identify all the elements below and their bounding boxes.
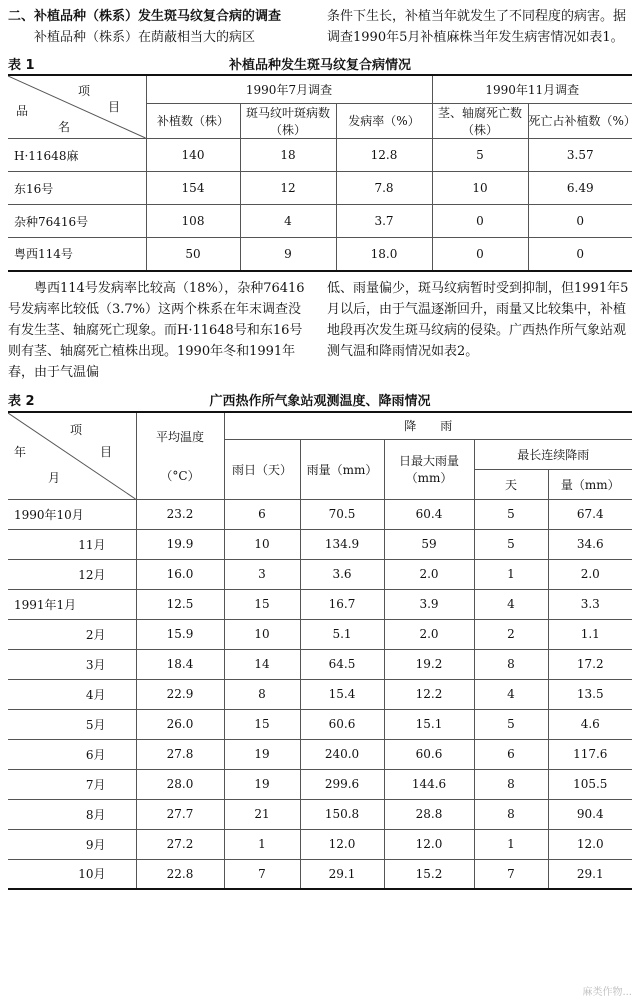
table1-cell-rot-deaths: 0 — [432, 238, 528, 271]
table2-col-rain-amount: 雨量（mm） — [300, 440, 384, 500]
table2-cell-rain-amount: 299.6 — [300, 769, 384, 799]
table2-cell-rain-amount: 16.7 — [300, 589, 384, 619]
table2-row — [8, 859, 632, 889]
table2-cell-rain-amount: 134.9 — [300, 529, 384, 559]
table2-cell-temperature: 27.2 — [136, 829, 224, 859]
table2-cell-temperature: 23.2 — [136, 499, 224, 529]
table2-cell-longest-amount: 17.2 — [548, 649, 632, 679]
table2-cell-longest-amount: 117.6 — [548, 739, 632, 769]
table2-row — [8, 829, 632, 859]
table1-cell-incidence: 18.0 — [336, 238, 432, 271]
table1-cell-diseased: 4 — [240, 205, 336, 238]
table2-cell-rain-amount: 60.6 — [300, 709, 384, 739]
table2-corner-left: 年 — [14, 444, 27, 459]
table2-cell-rain-days: 19 — [224, 769, 300, 799]
middle-left-column — [8, 278, 313, 383]
table2-cell-longest-amount: 67.4 — [548, 499, 632, 529]
table2-cell-max-daily: 2.0 — [384, 559, 474, 589]
table1-cell-planted: 108 — [146, 205, 240, 238]
table2-cell-month: 12月 — [8, 559, 136, 589]
table1-cell-death-ratio: 6.49 — [528, 172, 632, 205]
table2-cell-longest-amount: 3.3 — [548, 589, 632, 619]
table2-cell-month: 11月 — [8, 529, 136, 559]
table2-title: 广西热作所气象站观测温度、降雨情况 — [209, 394, 431, 409]
paragraph-2-right: 低、雨量偏少，斑马纹病暂时受到抑制，但1991年5月以后，由于气温逐渐回升，雨量又比较集中，补植地段再次发生斑马纹病的侵染。广西热作所气象站观测气温和降雨情况如表2。 — [327, 280, 629, 359]
table2-cell-max-daily: 12.0 — [384, 829, 474, 859]
table2-row — [8, 739, 632, 769]
watermark: 麻类作物... — [582, 987, 632, 998]
table1-row — [8, 238, 632, 271]
middle-columns — [8, 278, 632, 383]
table1-corner-bottom: 名 — [58, 120, 71, 134]
table2-cell-month: 5月 — [8, 709, 136, 739]
table2-cell-longest-days: 8 — [474, 769, 548, 799]
table2-cell-rain-days: 7 — [224, 859, 300, 889]
table2-cell-rain-amount: 64.5 — [300, 649, 384, 679]
table2-cell-month: 2月 — [8, 619, 136, 649]
table1-cell-incidence: 7.8 — [336, 172, 432, 205]
table2-cell-rain-days: 10 — [224, 529, 300, 559]
table2-cell-month: 8月 — [8, 799, 136, 829]
table2-cell-temperature: 15.9 — [136, 619, 224, 649]
table2-cell-longest-days: 8 — [474, 649, 548, 679]
table2-cell-max-daily: 144.6 — [384, 769, 474, 799]
table2-cell-longest-amount: 12.0 — [548, 829, 632, 859]
table2-cell-longest-days: 7 — [474, 859, 548, 889]
table2-cell-rain-days: 15 — [224, 709, 300, 739]
table2-label: 表 2 — [8, 394, 35, 409]
table2-cell-rain-amount: 150.8 — [300, 799, 384, 829]
table2-cell-rain-days: 10 — [224, 619, 300, 649]
table2-cell-temperature: 27.8 — [136, 739, 224, 769]
table2-cell-rain-days: 14 — [224, 649, 300, 679]
table2-cell-max-daily: 2.0 — [384, 619, 474, 649]
table2-col-longest-amount: 量（mm） — [548, 469, 632, 499]
table1-caption — [8, 52, 632, 74]
table2-col-max-daily: 日最大雨量（mm） — [384, 440, 474, 500]
table2-cell-temperature: 28.0 — [136, 769, 224, 799]
table1-cell-death-ratio: 3.57 — [528, 139, 632, 172]
left-column — [8, 6, 313, 48]
table2-row — [8, 589, 632, 619]
table1-group-november: 1990年11月调查 — [432, 75, 632, 103]
table2-cell-max-daily: 3.9 — [384, 589, 474, 619]
table1-col-rot-deaths: 茎、轴腐死亡数（株） — [432, 103, 528, 138]
table2-cell-temperature: 26.0 — [136, 709, 224, 739]
table2-row — [8, 649, 632, 679]
section-heading: 二、补植品种（株系）发生斑马纹复合病的调查 — [8, 9, 282, 24]
table1-cell-rot-deaths: 10 — [432, 172, 528, 205]
table2-cell-month: 6月 — [8, 739, 136, 769]
table1-col-planted: 补植数（株） — [146, 103, 240, 138]
table2-cell-temperature: 27.7 — [136, 799, 224, 829]
table2-cell-longest-amount: 105.5 — [548, 769, 632, 799]
right-column — [327, 6, 632, 48]
table2-cell-longest-amount: 34.6 — [548, 529, 632, 559]
table1-cell-planted: 154 — [146, 172, 240, 205]
table2-cell-rain-amount: 240.0 — [300, 739, 384, 769]
table2-cell-longest-amount: 90.4 — [548, 799, 632, 829]
table1-row — [8, 172, 632, 205]
table1-cell-variety: 东16号 — [8, 172, 146, 205]
table2-corner-top: 项 — [70, 422, 83, 437]
table2-cell-rain-amount: 15.4 — [300, 679, 384, 709]
table2-cell-rain-days: 1 — [224, 829, 300, 859]
table2-cell-temperature: 19.9 — [136, 529, 224, 559]
table2-cell-longest-days: 1 — [474, 829, 548, 859]
table2-row — [8, 529, 632, 559]
table2 — [8, 411, 632, 891]
table1-cell-death-ratio: 0 — [528, 238, 632, 271]
table2-cell-longest-days: 1 — [474, 559, 548, 589]
table2-cell-max-daily: 28.8 — [384, 799, 474, 829]
table2-cell-rain-days: 6 — [224, 499, 300, 529]
table2-cell-rain-days: 3 — [224, 559, 300, 589]
table2-cell-rain-amount: 5.1 — [300, 619, 384, 649]
table2-cell-longest-amount: 2.0 — [548, 559, 632, 589]
table1-corner-diagonal — [8, 76, 146, 138]
table2-cell-longest-days: 5 — [474, 709, 548, 739]
table1-cell-variety: H·11648麻 — [8, 139, 146, 172]
table2-caption — [8, 389, 632, 411]
table2-row — [8, 499, 632, 529]
table1-row — [8, 205, 632, 238]
table1-corner-cell — [8, 75, 146, 139]
table2-corner-bottom: 月 — [48, 470, 61, 485]
table2-cell-temperature: 22.9 — [136, 679, 224, 709]
table1-group-july: 1990年7月调查 — [146, 75, 432, 103]
table2-cell-longest-days: 5 — [474, 499, 548, 529]
table2-group-rain: 降 雨 — [224, 412, 632, 440]
table2-cell-rain-amount: 29.1 — [300, 859, 384, 889]
table1-corner-mid: 目 — [108, 100, 121, 114]
table2-cell-longest-days: 5 — [474, 529, 548, 559]
table2-cell-rain-days: 21 — [224, 799, 300, 829]
table1-cell-variety: 粤西114号 — [8, 238, 146, 271]
table2-cell-rain-days: 19 — [224, 739, 300, 769]
table2-row — [8, 559, 632, 589]
table2-cell-rain-amount: 3.6 — [300, 559, 384, 589]
table1-cell-diseased: 12 — [240, 172, 336, 205]
paragraph-1-left: 补植品种（株系）在荫蔽相当大的病区 — [34, 30, 256, 45]
table2-cell-rain-days: 15 — [224, 589, 300, 619]
table2-cell-rain-amount: 12.0 — [300, 829, 384, 859]
table1-cell-diseased: 18 — [240, 139, 336, 172]
table2-cell-longest-days: 4 — [474, 679, 548, 709]
table2-temperature-unit: （°C） — [160, 468, 200, 483]
table2-cell-rain-amount: 70.5 — [300, 499, 384, 529]
table1-row — [8, 139, 632, 172]
paragraph-1-right: 条件下生长，补植当年就发生了不同程度的病害。据调查1990年5月补植麻株当年发生病害情况如表1。 — [327, 9, 627, 45]
table2-cell-longest-days: 8 — [474, 799, 548, 829]
table2-corner-cell — [8, 412, 136, 500]
table1-cell-diseased: 9 — [240, 238, 336, 271]
table2-row — [8, 619, 632, 649]
table2-cell-max-daily: 60.4 — [384, 499, 474, 529]
table2-cell-longest-days: 6 — [474, 739, 548, 769]
table1-corner-left: 品 — [16, 104, 29, 118]
table2-cell-month: 3月 — [8, 649, 136, 679]
table2-cell-longest-days: 4 — [474, 589, 548, 619]
table2-row — [8, 679, 632, 709]
table2-cell-month: 4月 — [8, 679, 136, 709]
table1-label: 表 1 — [8, 57, 35, 73]
table2-row — [8, 799, 632, 829]
table2-cell-temperature: 12.5 — [136, 589, 224, 619]
table1-col-death-ratio: 死亡占补植数（%） — [528, 103, 632, 138]
table2-cell-longest-amount: 4.6 — [548, 709, 632, 739]
table1-col-incidence: 发病率（%） — [336, 103, 432, 138]
paragraph-2-left: 粤西114号发病率比较高（18%），杂种76416号发病率比较低（3.7%）这两个株系在年末调查没有发生茎、轴腐死亡现象。而H·11648号和东16号则有茎、轴腐死亡植株出现。1990年冬和1991年春，由于气温偏 — [8, 280, 305, 380]
table1-cell-incidence: 12.8 — [336, 139, 432, 172]
table2-col-temperature — [136, 412, 224, 500]
table2-cell-month: 10月 — [8, 859, 136, 889]
table2-cell-temperature: 22.8 — [136, 859, 224, 889]
table1-cell-incidence: 3.7 — [336, 205, 432, 238]
table2-cell-month: 9月 — [8, 829, 136, 859]
table1-col-diseased: 斑马纹叶斑病数（株） — [240, 103, 336, 138]
table2-cell-max-daily: 15.1 — [384, 709, 474, 739]
table1-cell-rot-deaths: 0 — [432, 205, 528, 238]
table2-cell-longest-amount: 29.1 — [548, 859, 632, 889]
table1-cell-planted: 140 — [146, 139, 240, 172]
middle-right-column — [327, 278, 632, 383]
table2-cell-longest-days: 2 — [474, 619, 548, 649]
table1-cell-planted: 50 — [146, 238, 240, 271]
table2-cell-longest-amount: 13.5 — [548, 679, 632, 709]
table1-corner-top: 项 — [78, 84, 91, 98]
table1-cell-rot-deaths: 5 — [432, 139, 528, 172]
table2-temperature-label: 平均温度 — [155, 429, 204, 444]
table2-row — [8, 709, 632, 739]
table2-cell-max-daily: 60.6 — [384, 739, 474, 769]
table2-cell-month: 1990年10月 — [8, 499, 136, 529]
table1-cell-variety: 杂种76416号 — [8, 205, 146, 238]
table1 — [8, 74, 636, 272]
table2-cell-max-daily: 19.2 — [384, 649, 474, 679]
table2-cell-rain-days: 8 — [224, 679, 300, 709]
table2-cell-longest-amount: 1.1 — [548, 619, 632, 649]
table2-cell-month: 1991年1月 — [8, 589, 136, 619]
table2-cell-temperature: 18.4 — [136, 649, 224, 679]
intro-columns — [8, 6, 632, 48]
table2-cell-max-daily: 12.2 — [384, 679, 474, 709]
table2-cell-max-daily: 15.2 — [384, 859, 474, 889]
table2-cell-month: 7月 — [8, 769, 136, 799]
table1-cell-death-ratio: 0 — [528, 205, 632, 238]
table1-title: 补植品种发生斑马纹复合病情况 — [228, 57, 411, 73]
table2-col-rain-days: 雨日（天） — [224, 440, 300, 500]
table2-group-longest: 最长连续降雨 — [474, 440, 632, 470]
table2-corner-mid: 目 — [100, 444, 113, 459]
table2-row — [8, 769, 632, 799]
table2-cell-temperature: 16.0 — [136, 559, 224, 589]
table2-cell-max-daily: 59 — [384, 529, 474, 559]
table2-col-longest-days: 天 — [474, 469, 548, 499]
